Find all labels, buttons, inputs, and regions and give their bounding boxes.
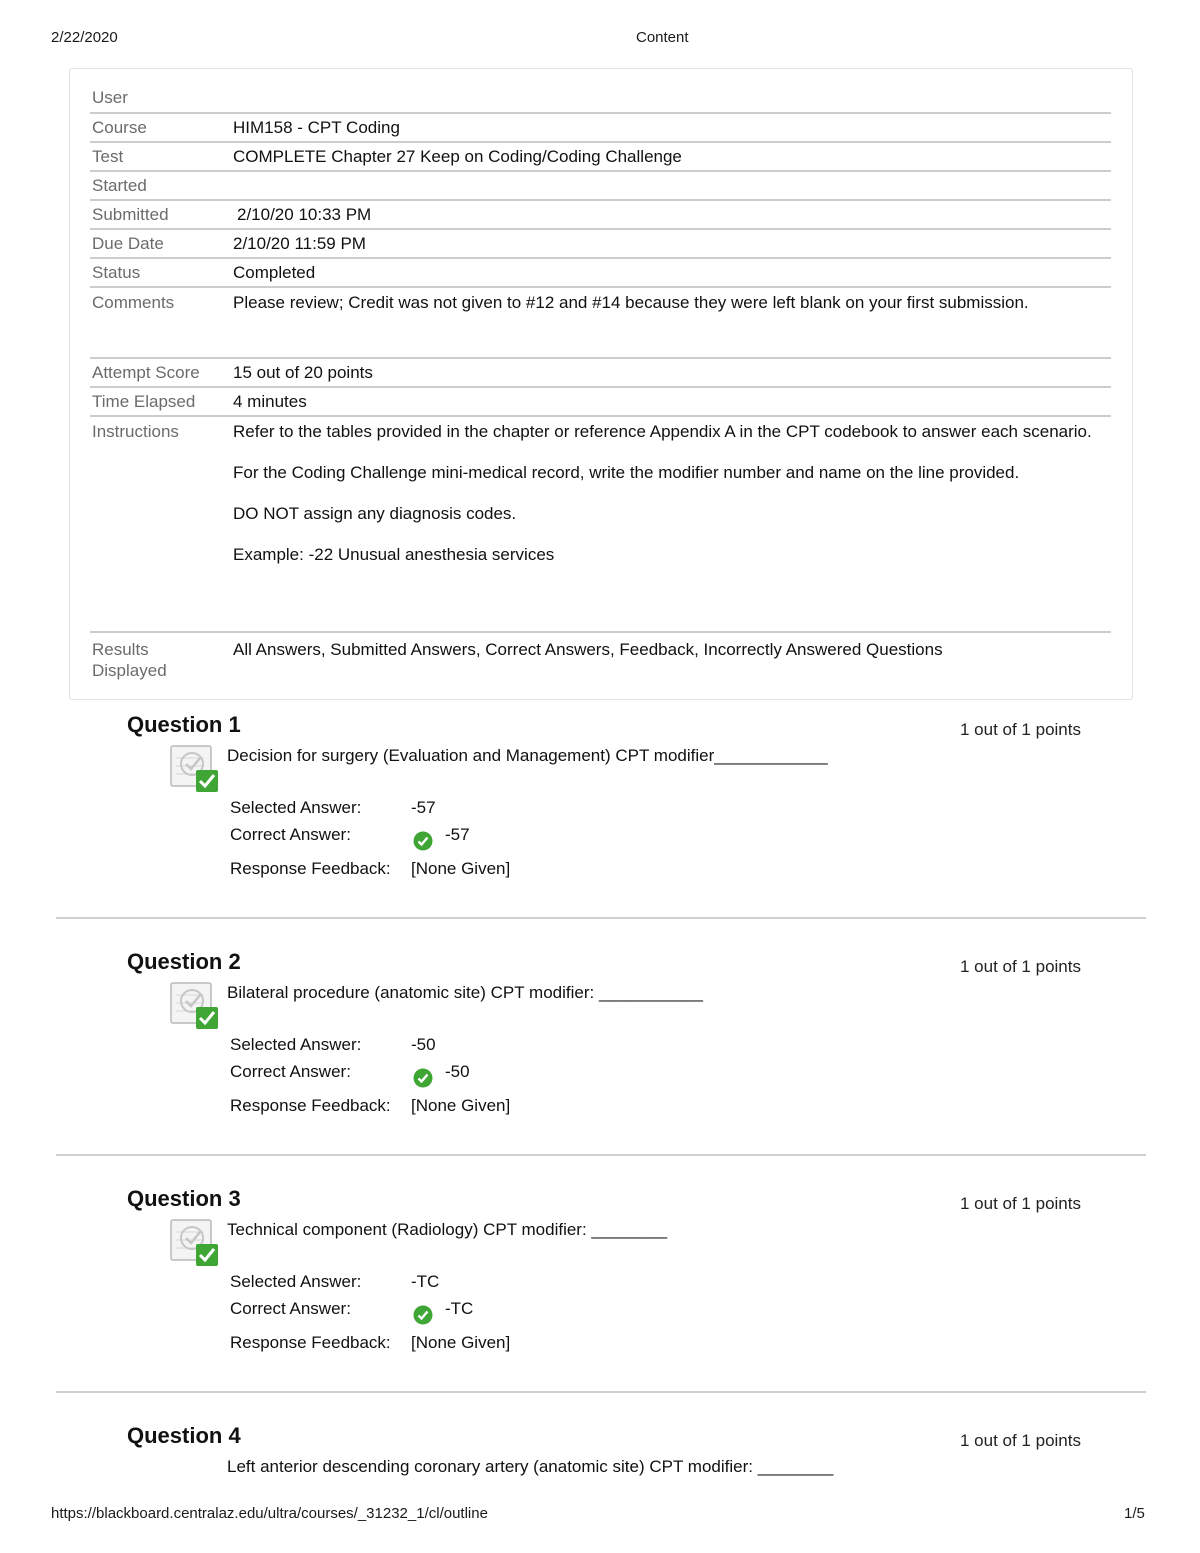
- time-elapsed-value: 4 minutes: [233, 392, 307, 411]
- correct-answer-label: Correct Answer:: [230, 1062, 351, 1081]
- results-displayed-value: All Answers, Submitted Answers, Correct Answers, Feedback, Incorrectly Answered Questions: [233, 640, 943, 659]
- correct-answer-value: -57: [445, 825, 470, 844]
- question-title: Question 2: [127, 949, 241, 974]
- instructions-paragraph: Example: -22 Unusual anesthesia services: [233, 545, 555, 564]
- instructions-label: Instructions: [92, 422, 179, 441]
- summary-row-attempt-score: [90, 358, 1111, 387]
- summary-row-status: [90, 258, 1111, 287]
- print-page-number: 1/5: [1124, 1505, 1145, 1522]
- response-feedback-label: Response Feedback:: [230, 1096, 391, 1115]
- comments-value: Please review; Credit was not given to #12 and #14 because they were left blank on your first submission.: [233, 293, 1029, 312]
- selected-answer-value: -57: [411, 798, 436, 817]
- summary-row-due-date: [90, 229, 1111, 258]
- response-feedback-value: [None Given]: [411, 1333, 511, 1352]
- instructions-paragraph: Refer to the tables provided in the chapter or reference Appendix A in the CPT codebook to answer each scenario.: [233, 422, 1092, 441]
- attempt-summary-table: [90, 84, 1111, 688]
- attempt-score-value: 15 out of 20 points: [233, 363, 373, 382]
- question-points: 1 out of 1 points: [960, 957, 1081, 976]
- green-check-icon: [413, 831, 433, 851]
- correct-answer-value: -50: [445, 1062, 470, 1081]
- attempt-score-label: Attempt Score: [92, 363, 200, 382]
- question-text: Decision for surgery (Evaluation and Management) CPT modifier____________: [227, 746, 828, 765]
- results-label-line-2: Displayed: [92, 661, 167, 680]
- summary-row-instructions: [90, 416, 1111, 632]
- graded-correct-icon: [170, 1218, 218, 1266]
- submitted-label: Submitted: [92, 205, 169, 224]
- question-divider: [56, 917, 1146, 919]
- time-elapsed-label: Time Elapsed: [92, 392, 196, 411]
- question-title: Question 4: [127, 1423, 241, 1448]
- selected-answer-label: Selected Answer:: [230, 798, 362, 817]
- question-divider: [56, 1391, 1146, 1393]
- response-feedback-label: Response Feedback:: [230, 859, 391, 878]
- response-feedback-value: [None Given]: [411, 859, 511, 878]
- course-value: HIM158 - CPT Coding: [233, 118, 400, 137]
- graded-correct-icon: [170, 981, 218, 1029]
- user-label: User: [92, 88, 128, 107]
- print-header: [0, 29, 1200, 49]
- due-date-label: Due Date: [92, 234, 164, 253]
- course-label: Course: [92, 118, 147, 137]
- summary-row-test: [90, 142, 1111, 171]
- question-title: Question 3: [127, 1186, 241, 1211]
- question-text: Left anterior descending coronary artery (anatomic site) CPT modifier: ________: [227, 1457, 834, 1476]
- selected-answer-value: -TC: [411, 1272, 440, 1291]
- green-check-icon: [413, 1068, 433, 1088]
- correct-answer-value: -TC: [445, 1299, 474, 1318]
- graded-correct-icon: [170, 744, 218, 792]
- question-points: 1 out of 1 points: [960, 1194, 1081, 1213]
- summary-row-user: [90, 84, 1111, 113]
- question-points: 1 out of 1 points: [960, 1431, 1081, 1450]
- selected-answer-value: -50: [411, 1035, 436, 1054]
- summary-row-comments: [90, 287, 1111, 358]
- summary-row-submitted: [90, 200, 1111, 229]
- summary-row-started: [90, 171, 1111, 200]
- test-label: Test: [92, 147, 124, 166]
- green-check-icon: [413, 1305, 433, 1325]
- print-date: 2/22/2020: [51, 29, 118, 46]
- summary-row-course: [90, 113, 1111, 142]
- results-displayed-label: [90, 632, 233, 688]
- summary-row-time-elapsed: [90, 387, 1111, 416]
- status-value: Completed: [233, 263, 316, 282]
- print-url: https://blackboard.centralaz.edu/ultra/courses/_31232_1/cl/outline: [51, 1505, 488, 1522]
- user-value: [233, 84, 1111, 113]
- response-feedback-label: Response Feedback:: [230, 1333, 391, 1352]
- results-label-line-1: Results: [92, 640, 149, 659]
- question-text: Bilateral procedure (anatomic site) CPT modifier: ___________: [227, 983, 703, 1002]
- summary-row-results-displayed: [90, 632, 1111, 688]
- question-points: 1 out of 1 points: [960, 720, 1081, 739]
- started-label: Started: [92, 176, 147, 195]
- correct-answer-label: Correct Answer:: [230, 1299, 351, 1318]
- question-divider: [56, 1154, 1146, 1156]
- instructions-paragraph: DO NOT assign any diagnosis codes.: [233, 504, 517, 523]
- started-value: [233, 171, 1111, 200]
- instructions-value: [233, 416, 1111, 632]
- submitted-value: 2/10/20 10:33 PM: [237, 205, 372, 224]
- due-date-value: 2/10/20 11:59 PM: [233, 234, 366, 253]
- selected-answer-label: Selected Answer:: [230, 1035, 362, 1054]
- question-title: Question 1: [127, 712, 241, 737]
- response-feedback-value: [None Given]: [411, 1096, 511, 1115]
- selected-answer-label: Selected Answer:: [230, 1272, 362, 1291]
- status-label: Status: [92, 263, 141, 282]
- correct-answer-label: Correct Answer:: [230, 825, 351, 844]
- print-title: Content: [636, 29, 689, 46]
- comments-label: Comments: [92, 293, 175, 312]
- instructions-paragraph: For the Coding Challenge mini-medical record, write the modifier number and name on the line provided.: [233, 463, 1020, 482]
- question-text: Technical component (Radiology) CPT modifier: ________: [227, 1220, 668, 1239]
- test-value: COMPLETE Chapter 27 Keep on Coding/Coding Challenge: [233, 147, 682, 166]
